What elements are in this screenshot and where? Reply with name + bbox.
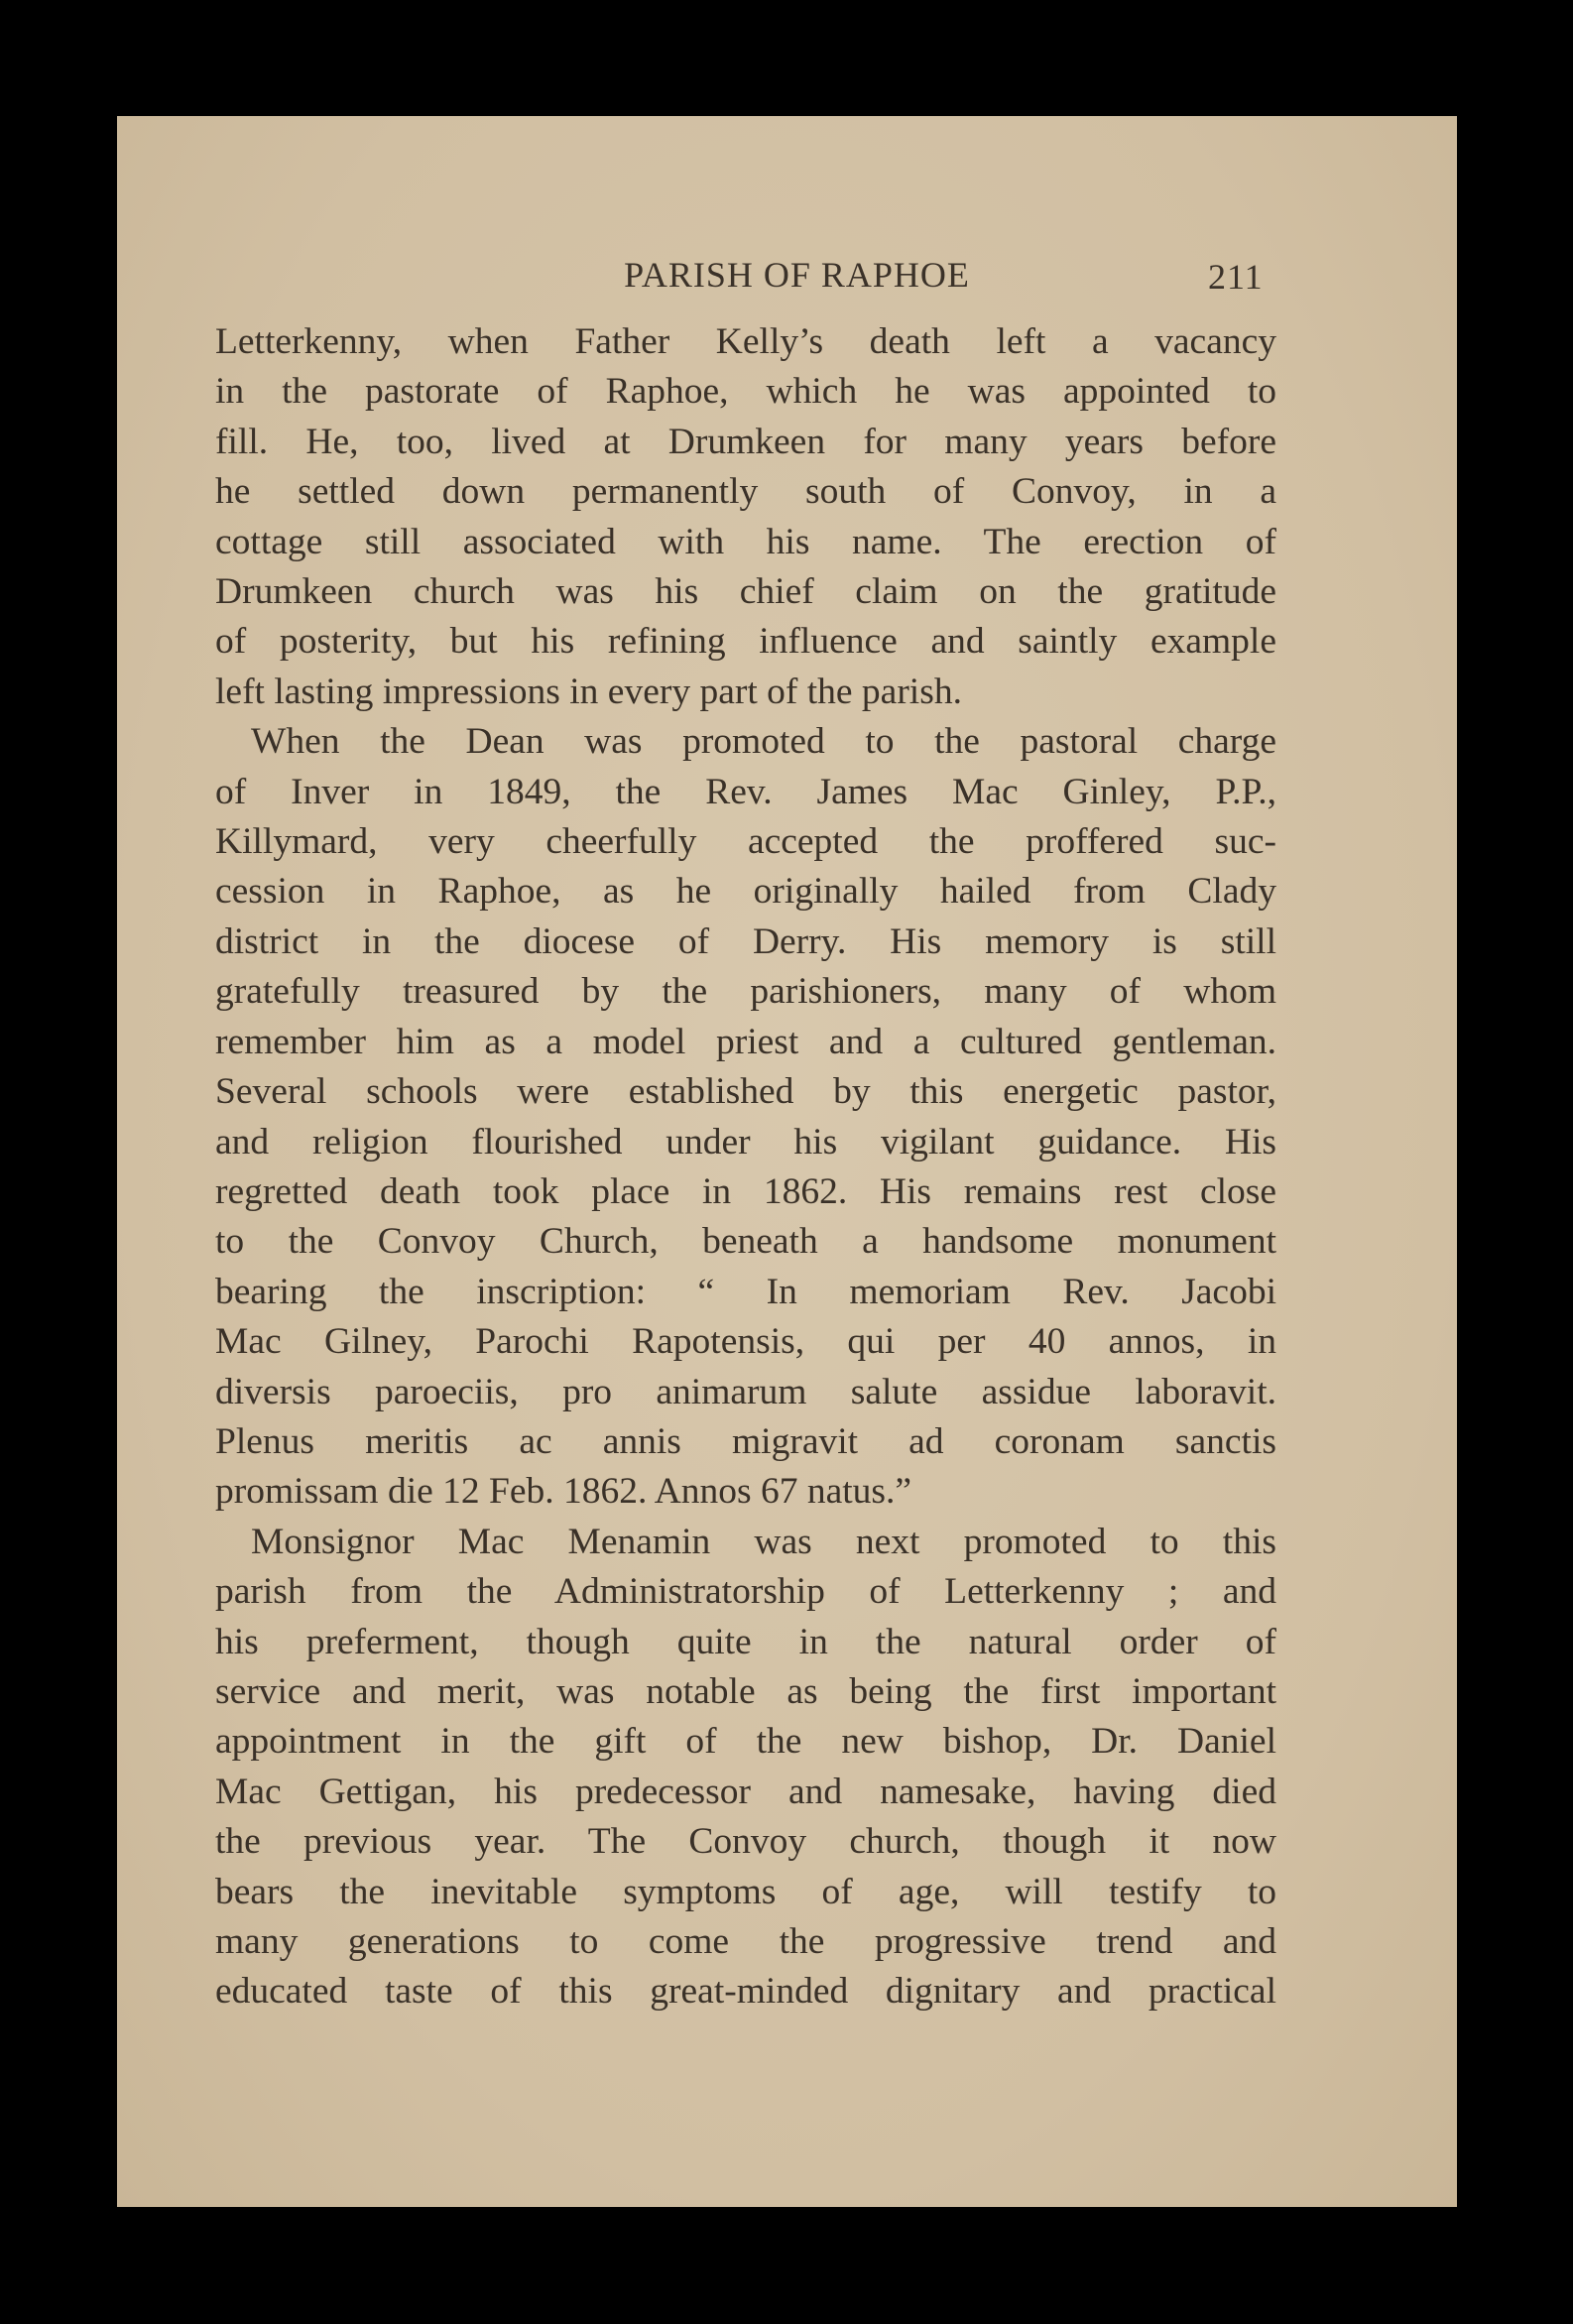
text-line: Mac Gilney, Parochi Rapotensis, qui per 40 annos, in <box>215 1321 1276 1363</box>
text-line: bears the inevitable symptoms of age, will testify to <box>215 1871 1276 1912</box>
text-line: Plenus meritis ac annis migravit ad coronam sanctis <box>215 1420 1276 1462</box>
text-line: left lasting impressions in every part of the parish. <box>215 671 962 712</box>
text-line: his preferment, though quite in the natural order of <box>215 1621 1276 1662</box>
text-line: parish from the Administratorship of Letterkenny ; and <box>215 1571 1276 1613</box>
text-line: remember him as a model priest and a cultured gentleman. <box>215 1021 1276 1062</box>
text-line: he settled down permanently south of Convoy, in a <box>215 471 1276 513</box>
text-line: Letterkenny, when Father Kelly’s death left a vacancy <box>215 321 1276 362</box>
text-line: to the Convoy Church, beneath a handsome monument <box>215 1221 1276 1263</box>
text-line: regretted death took place in 1862. His remains rest close <box>215 1170 1276 1212</box>
text-line: diversis paroeciis, pro animarum salute assidue laboravit. <box>215 1371 1276 1412</box>
text-line: and religion flourished under his vigilant guidance. His <box>215 1121 1276 1162</box>
text-line: gratefully treasured by the parishioners, many of whom <box>215 971 1276 1013</box>
text-line: many generations to come the progressive trend and <box>215 1921 1276 1962</box>
text-line: cottage still associated with his name. The erection of <box>215 521 1276 562</box>
text-line: Drumkeen church was his chief claim on the gratitude <box>215 571 1276 613</box>
text-line: Mac Gettigan, his predecessor and namesake, having died <box>215 1771 1276 1812</box>
text-line: cession in Raphoe, as he originally hailed from Clady <box>215 871 1276 913</box>
text-line: appointment in the gift of the new bishop, Dr. Daniel <box>215 1721 1276 1763</box>
text-line: of posterity, but his refining influence and saintly example <box>215 621 1276 663</box>
text-line: Several schools were established by this energetic pastor, <box>215 1071 1276 1113</box>
text-line: educated taste of this great-minded dignitary and practical <box>215 1971 1276 2013</box>
text-line: Monsignor Mac Menamin was next promoted to this <box>251 1521 1276 1562</box>
text-line: Killymard, very cheerfully accepted the proffered suc- <box>215 821 1276 863</box>
text-line: in the pastorate of Raphoe, which he was appointed to <box>215 371 1276 413</box>
text-line: bearing the inscription: “ In memoriam Rev. Jacobi <box>215 1271 1276 1312</box>
text-line: district in the diocese of Derry. His memory is still <box>215 920 1276 962</box>
text-line: fill. He, too, lived at Drumkeen for many years before <box>215 421 1276 462</box>
text-line: the previous year. The Convoy church, though it now <box>215 1821 1276 1863</box>
book-page <box>117 116 1457 2207</box>
text-line: When the Dean was promoted to the pastoral charge <box>251 721 1276 763</box>
body-text <box>215 317 1276 2018</box>
text-line: promissam die 12 Feb. 1862. Annos 67 natus.” <box>215 1471 912 1513</box>
page-number: 211 <box>1208 257 1264 297</box>
running-head <box>117 245 1457 305</box>
text-line: service and merit, was notable as being the first important <box>215 1670 1276 1712</box>
text-line: of Inver in 1849, the Rev. James Mac Ginley, P.P., <box>215 771 1276 812</box>
running-title: PARISH OF RAPHOE <box>624 255 970 295</box>
